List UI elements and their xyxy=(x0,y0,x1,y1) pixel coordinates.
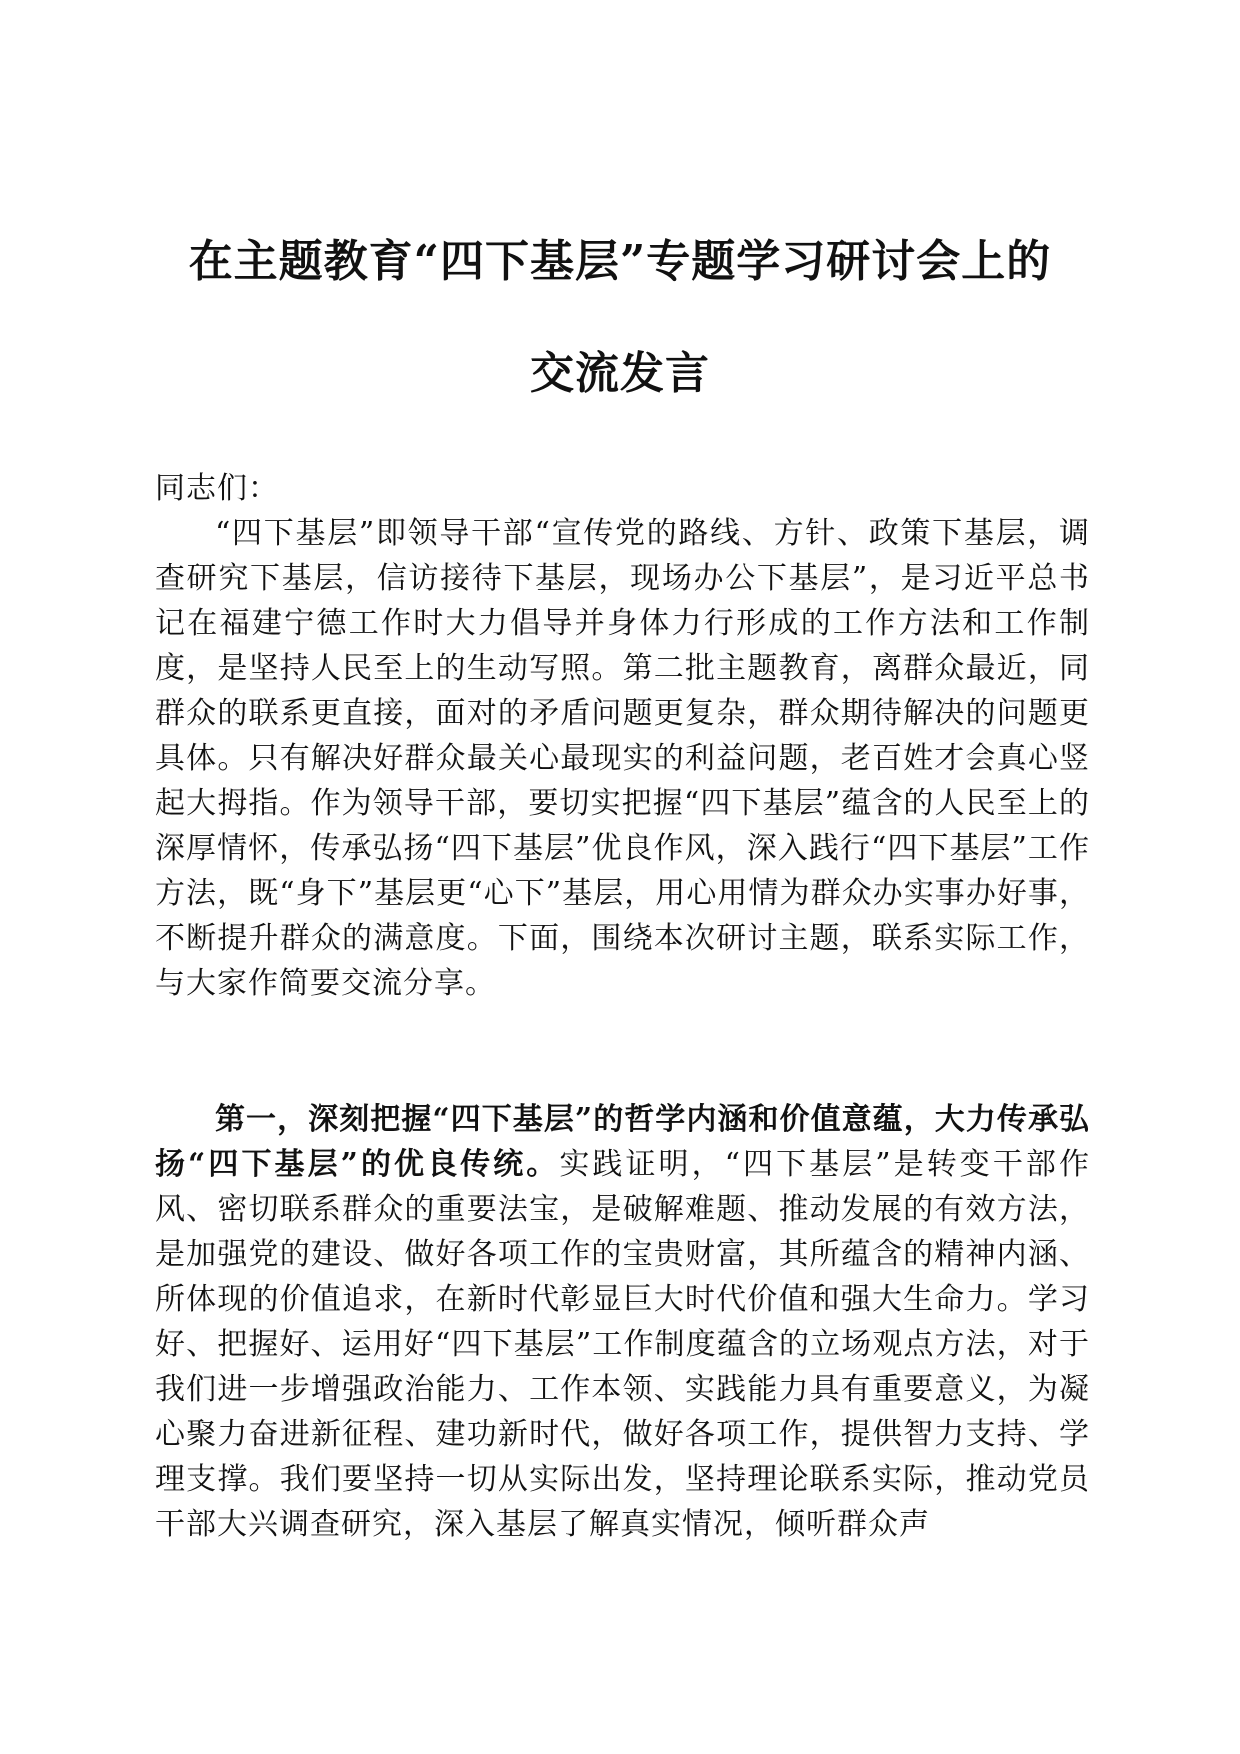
paragraph-first-point xyxy=(155,1097,1090,1547)
paragraph-first-point-heading: 第一，深刻把握“四下基层”的哲学内涵和价值意蕴，大力传承弘扬“四下基层”的优良传统。 xyxy=(155,1102,1090,1182)
document-title-line-1: 在主题教育“四下基层”专题学习研讨会上的 xyxy=(188,236,1052,287)
paragraph-intro: “四下基层”即领导干部“宣传党的路线、方针、政策下基层，调查研究下基层，信访接待下基层，现场办公下基层”，是习近平总书记在福建宁德工作时大力倡导并身体力行形成的工作方法和工作制度，是坚持人民至上的生动写照。第二批主题教育，离群众最近，同群众的联系更直接，面对的矛盾问题更复杂，群众期待解决的问题更具体。只有解决好群众最关心最现实的利益问题，老百姓才会真心竖起大拇指。作为领导干部，要切实把握“四下基层”蕴含的人民至上的深厚情怀，传承弘扬“四下基层”优良作风，深入践行“四下基层”工作方法，既“身下”基层更“心下”基层，用心用情为群众办实事办好事，不断提升群众的满意度。下面，围绕本次研讨主题，联系实际工作，与大家作简要交流分享。 xyxy=(155,516,1090,1001)
salutation: 同志们： xyxy=(155,471,279,506)
document-title-line-2: 交流发言 xyxy=(530,348,710,399)
paragraph-first-point-body: 实践证明，“四下基层”是转变干部作风、密切联系群众的重要法宝，是破解难题、推动发展的有效方法，是加强党的建设、做好各项工作的宝贵财富，其所蕴含的精神内涵、所体现的价值追求，在新时代彰显巨大时代价值和强大生命力。学习好、把握好、运用好“四下基层”工作制度蕴含的立场观点方法，对于我们进一步增强政治能力、工作本领、实践能力具有重要意义，为凝心聚力奋进新征程、建功新时代，做好各项工作，提供智力支持、学理支撑。我们要坚持一切从实际出发，坚持理论联系实际，推动党员干部大兴调查研究，深入基层了解真实情况，倾听群众声 xyxy=(155,1147,1090,1542)
